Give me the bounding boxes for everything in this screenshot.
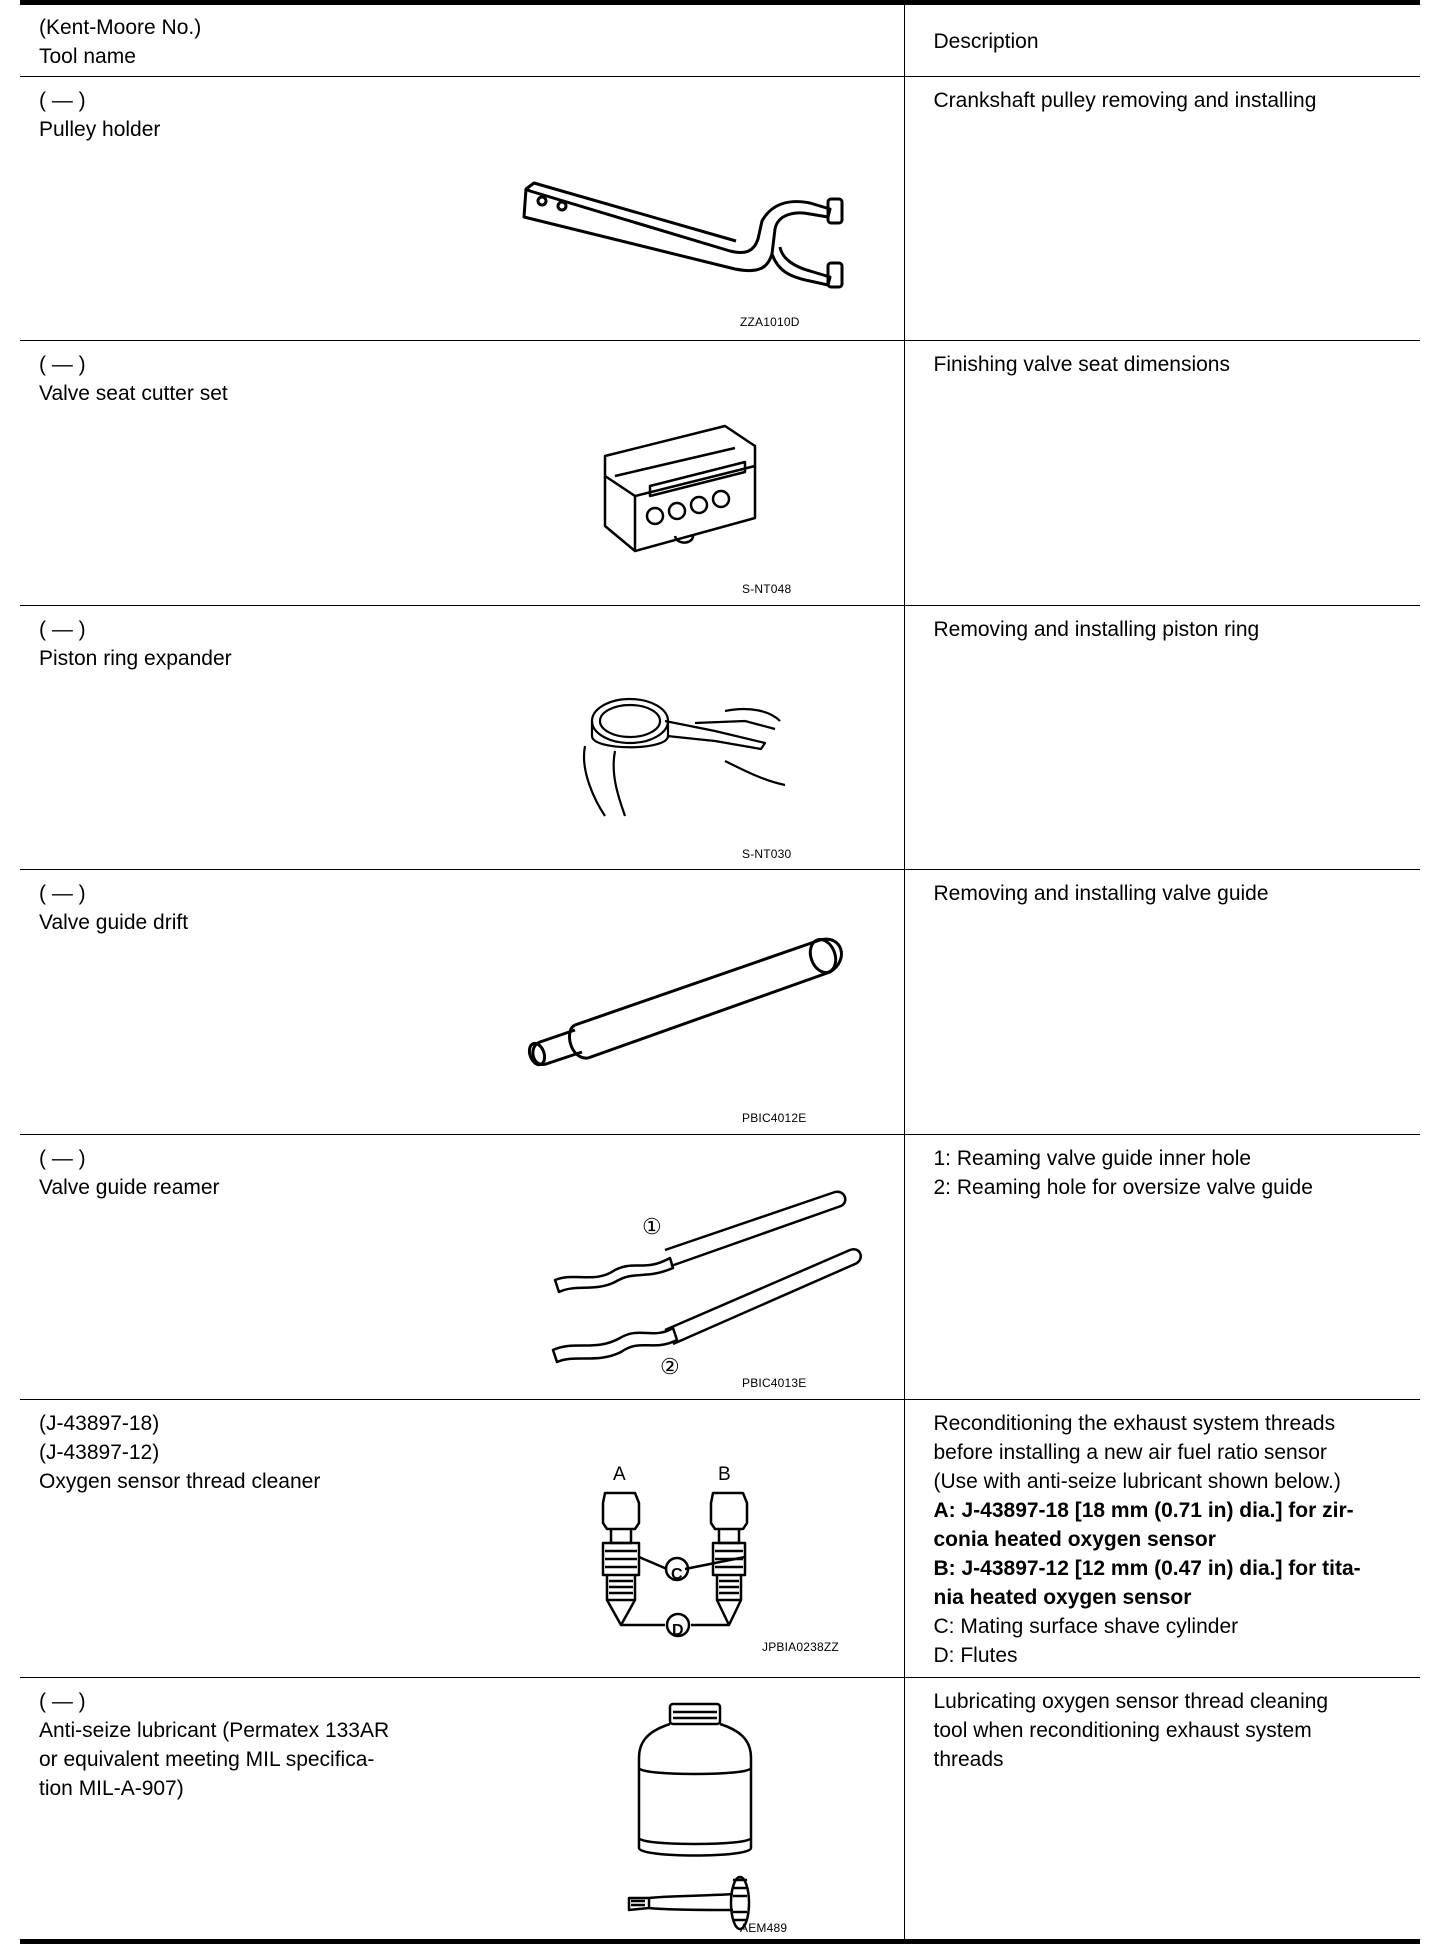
tool-table-sheet	[20, 0, 1420, 1944]
table-row	[20, 341, 1420, 606]
description-line: threads	[933, 1748, 1004, 1771]
kent-moore-number: ( — )	[39, 1147, 86, 1170]
kent-moore-number: ( — )	[39, 882, 86, 905]
label-d: D	[672, 1622, 684, 1639]
figure-code: JPBIA0238ZZ	[762, 1640, 839, 1654]
description-cell	[904, 606, 1420, 870]
table-row	[20, 1400, 1420, 1678]
description-line: Reconditioning the exhaust system threads	[933, 1412, 1336, 1435]
header-tool-cell	[20, 3, 904, 77]
kent-moore-number: ( — )	[39, 89, 86, 112]
description-cell	[904, 77, 1420, 341]
description-line: (Use with anti-seize lubricant shown below.)	[933, 1470, 1341, 1493]
label-a: A	[613, 1464, 626, 1485]
description-cell	[904, 1135, 1420, 1400]
header-description: Description	[933, 30, 1039, 53]
tool-name: Oxygen sensor thread cleaner	[39, 1470, 321, 1493]
tool-name: or equivalent meeting MIL specifica-	[39, 1748, 375, 1771]
kent-moore-number: ( — )	[39, 353, 86, 376]
kent-moore-number: (J-43897-18)	[39, 1412, 160, 1435]
description-line: Removing and installing valve guide	[933, 882, 1269, 905]
description-line: before installing a new air fuel ratio sensor	[933, 1441, 1327, 1464]
figure-code: PBIC4013E	[742, 1376, 807, 1390]
description-line: Finishing valve seat dimensions	[933, 353, 1230, 376]
tool-name: Anti-seize lubricant (Permatex 133AR	[39, 1719, 390, 1742]
tool-cell	[20, 1135, 904, 1400]
description-line: B: J-43897-12 [12 mm (0.47 in) dia.] for tita-	[933, 1557, 1361, 1580]
anti-seize-lubricant-illustration	[625, 1698, 788, 1938]
tool-cell	[20, 341, 904, 606]
special-service-tools-table	[20, 0, 1420, 1944]
label-c: C	[671, 1566, 683, 1583]
table-header-row	[20, 3, 1420, 77]
header-description-cell	[904, 3, 1420, 77]
kent-moore-number: ( — )	[39, 1690, 86, 1713]
reamer-1-label: ①	[642, 1214, 662, 1239]
valve-seat-cutter-set-illustration	[595, 416, 765, 556]
description-line: conia heated oxygen sensor	[933, 1528, 1216, 1551]
description-line: Lubricating oxygen sensor thread cleaning	[933, 1690, 1329, 1713]
tool-name: Pulley holder	[39, 118, 161, 141]
description-cell	[904, 870, 1420, 1135]
tool-cell	[20, 606, 904, 870]
description-cell	[904, 1400, 1420, 1678]
description-line: 1: Reaming valve guide inner hole	[933, 1147, 1252, 1170]
description-line: C: Mating surface shave cylinder	[933, 1615, 1239, 1638]
table-row	[20, 870, 1420, 1135]
reamer-2-label: ②	[660, 1354, 680, 1379]
table-row	[20, 1678, 1420, 1942]
table-row	[20, 77, 1420, 341]
description-cell	[904, 1678, 1420, 1942]
label-b: B	[718, 1464, 731, 1485]
tool-cell	[20, 1400, 904, 1678]
description-line: nia heated oxygen sensor	[933, 1586, 1192, 1609]
valve-guide-drift-illustration	[520, 930, 880, 1080]
figure-code: PBIC4012E	[742, 1111, 807, 1125]
figure-code: S-NT030	[742, 847, 792, 861]
figure-code: ZZA1010D	[740, 315, 800, 329]
description-line: tool when reconditioning exhaust system	[933, 1719, 1312, 1742]
header-kent-moore: (Kent-Moore No.)	[39, 16, 202, 39]
kent-moore-number: (J-43897-12)	[39, 1441, 160, 1464]
figure-code: S-NT048	[742, 582, 792, 596]
figure-code: AEM489	[740, 1921, 788, 1935]
description-cell	[904, 341, 1420, 606]
description-line: Removing and installing piston ring	[933, 618, 1260, 641]
tool-name: Valve guide drift	[39, 911, 189, 934]
tool-name: Valve guide reamer	[39, 1176, 220, 1199]
piston-ring-expander-illustration	[575, 681, 795, 821]
description-line: A: J-43897-18 [18 mm (0.71 in) dia.] for zir-	[933, 1499, 1354, 1522]
description-line: Crankshaft pulley removing and installing	[933, 89, 1317, 112]
description-line: 2: Reaming hole for oversize valve guide	[933, 1176, 1313, 1199]
table-row	[20, 606, 1420, 870]
tool-cell	[20, 77, 904, 341]
valve-guide-reamer-illustration	[545, 1180, 865, 1370]
kent-moore-number: ( — )	[39, 618, 86, 641]
table-row	[20, 1135, 1420, 1400]
tool-name: Valve seat cutter set	[39, 382, 228, 405]
tool-cell	[20, 1678, 904, 1942]
description-line: D: Flutes	[933, 1644, 1018, 1667]
header-tool-name: Tool name	[39, 45, 136, 68]
tool-cell	[20, 870, 904, 1135]
tool-name: Piston ring expander	[39, 647, 232, 670]
tool-name: tion MIL-A-907)	[39, 1777, 184, 1800]
pulley-holder-illustration	[510, 159, 870, 309]
